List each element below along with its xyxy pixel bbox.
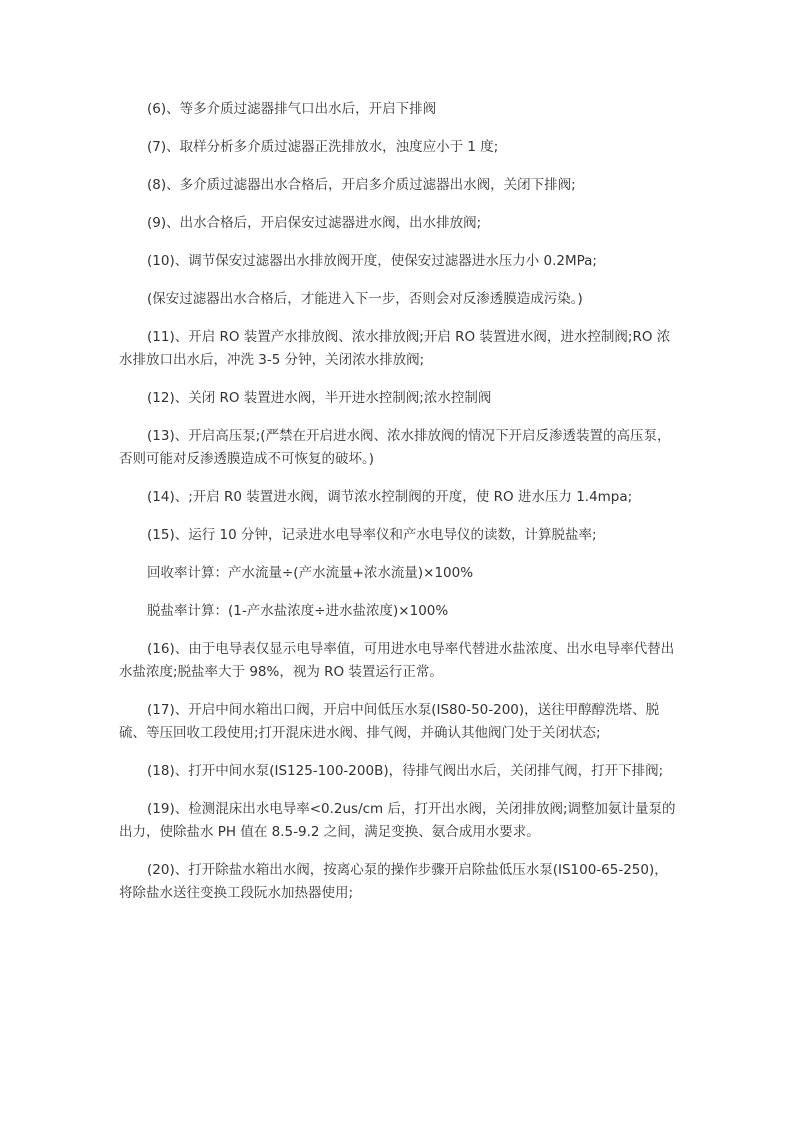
paragraph-step-20: (20)、打开除盐水箱出水阀，按离心泵的操作步骤开启除盐低压水泵(IS100-65-250)，将除盐水送往变换工段阮水加热器使用; [119, 862, 668, 901]
paragraph-recovery-formula: 回收率计算：产水流量÷(产水流量+浓水流量)×100% [147, 565, 474, 581]
document-body [119, 98, 679, 920]
paragraph-step-16: (16)、由于电导表仅显示电导率值，可用进水电导率代替进水盐浓度、出水电导率代替出水盐浓度;脱盐率大于 98%，视为 RO 装置运行正常。 [119, 641, 675, 680]
paragraph-step-10: (10)、调节保安过滤器出水排放阀开度，使保安过滤器进水压力小 0.2MPa; [147, 253, 597, 269]
paragraph-step-18: (18)、打开中间水泵(IS125-100-200B)，待排气阀出水后，关闭排气阀，打开下排阀; [147, 763, 664, 779]
paragraph-note-filter: (保安过滤器出水合格后，才能进入下一步，否则会对反渗透膜造成污染。) [147, 291, 583, 307]
paragraph-step-12: (12)、关闭 RO 装置进水阀，半开进水控制阀;浓水控制阀 [147, 390, 492, 406]
paragraph-step-13: (13)、开启高压泵;(严禁在开启进水阀、浓水排放阀的情况下开启反渗透装置的高压泵，否则可能对反渗透膜造成不可恢复的破坏。) [119, 428, 671, 467]
paragraph-step-14: (14)、;开启 R0 装置进水阀，调节浓水控制阀的开度，使 RO 进水压力 1.4mpa; [147, 489, 633, 505]
paragraph-step-11: (11)、开启 RO 装置产水排放阀、浓水排放阀;开启 RO 装置进水阀，进水控制阀;RO 浓水排放口出水后，冲洗 3-5 分钟，关闭浓水排放阀; [119, 329, 671, 368]
paragraph-step-19: (19)、检测混床出水电导率<0.2us/cm 后，打开出水阀，关闭排放阀;调整加氨计量泵的出力，使除盐水 PH 值在 8.5-9.2 之间，满足变换、氨合成用水要求。 [119, 801, 676, 840]
paragraph-step-17: (17)、开启中间水箱出口阀，开启中间低压水泵(IS80-50-200)，送往甲醇醇洗塔、脱硫、等压回收工段使用;打开混床进水阀、排气阀，并确认其他阀门处于关闭状态; [119, 702, 660, 741]
paragraph-step-15: (15)、运行 10 分钟，记录进水电导率仪和产水电导仪的读数，计算脱盐率; [147, 527, 597, 543]
paragraph-step-8: (8)、多介质过滤器出水合格后，开启多介质过滤器出水阀，关闭下排阀; [147, 177, 576, 193]
paragraph-step-7: (7)、取样分析多介质过滤器正洗排放水，浊度应小于 1 度; [147, 139, 499, 155]
paragraph-step-9: (9)、出水合格后，开启保安过滤器进水阀，出水排放阀; [147, 215, 482, 231]
paragraph-desalination-formula: 脱盐率计算：(1-产水盐浓度÷进水盐浓度)×100% [147, 603, 449, 619]
paragraph-step-6: (6)、等多介质过滤器排气口出水后，开启下排阀 [147, 101, 437, 117]
